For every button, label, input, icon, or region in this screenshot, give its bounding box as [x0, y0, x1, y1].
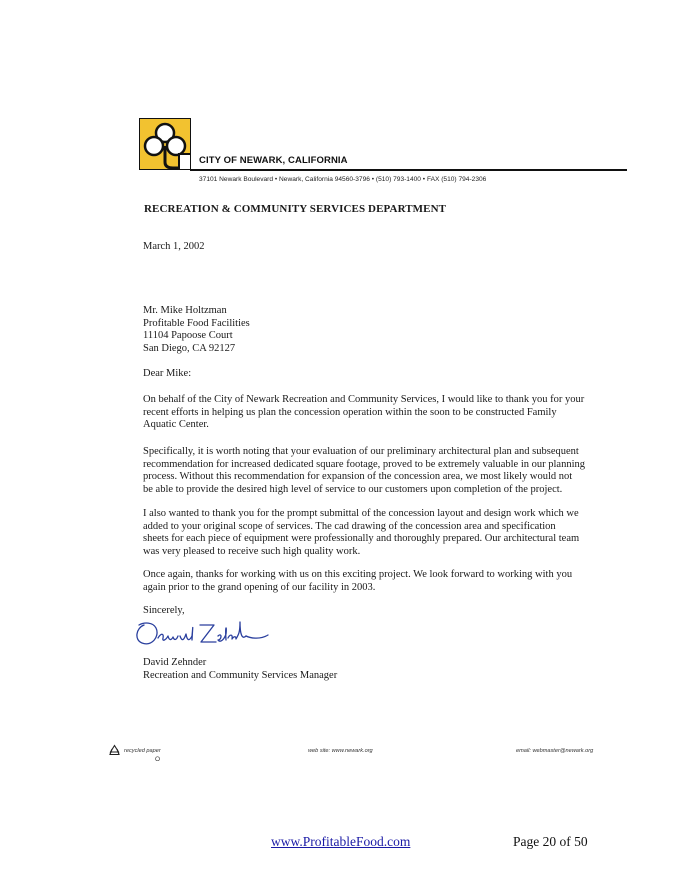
recycled-paper-note: recycled paper — [124, 748, 161, 754]
paragraph-line: recent efforts in helping us plan the concession operation within the soon to be constructed Family — [143, 406, 557, 418]
recipient-company: Profitable Food Facilities — [143, 317, 250, 329]
department-heading: RECREATION & COMMUNITY SERVICES DEPARTMENT — [144, 203, 447, 215]
paragraph-line: Aquatic Center. — [143, 419, 209, 431]
recycled-paper-mark: O — [155, 756, 161, 763]
paragraph-1 — [143, 394, 584, 432]
org-name: CITY OF NEWARK, CALIFORNIA — [199, 155, 348, 166]
paragraph-line: sheets for each piece of equipment were professionally and thoroughly prepared. Our architectural team — [143, 533, 580, 545]
signer-block — [143, 657, 337, 682]
paragraph-line: added to your original scope of services. The cad drawing of the concession area and specification — [143, 520, 556, 532]
paragraph-line: be able to provide the desired high level of service to our customers upon completion of the project. — [143, 483, 563, 495]
signer-title: Recreation and Community Services Manager — [143, 669, 338, 681]
letter-date: March 1, 2002 — [143, 241, 205, 252]
paragraph-line: process. Without this recommendation for expansion of the concession area, we most likely would not — [143, 471, 573, 483]
handwritten-signature-icon — [130, 616, 270, 650]
paragraph-line: again prior to the grand opening of our facility in 2003. — [143, 581, 376, 593]
recipient-city: San Diego, CA 92127 — [143, 342, 236, 354]
paragraph-line: recommendation for increased dedicated square footage, proved to be extremely valuable in our planning — [143, 458, 585, 470]
salutation: Dear Mike: — [143, 368, 192, 379]
closing: Sincerely, — [143, 605, 185, 616]
paragraph-line: was very pleased to receive such high quality work. — [143, 545, 361, 557]
page-number: Page 20 of 50 — [513, 834, 588, 849]
email-note: email: webmaster@newark.org — [516, 748, 594, 754]
profitablefood-link[interactable]: www.ProfitableFood.com — [271, 834, 411, 849]
recipient-address — [143, 305, 250, 355]
paragraph-2 — [143, 446, 585, 496]
paragraph-line: I also wanted to thank you for the prompt submittal of the concession layout and design work which we — [143, 508, 579, 519]
newark-club-logo-icon — [139, 118, 191, 170]
recycle-icon — [108, 744, 121, 757]
letterhead-rule — [190, 169, 627, 171]
paragraph-3 — [143, 508, 579, 558]
signer-name: David Zehnder — [143, 657, 207, 668]
paragraph-line: Once again, thanks for working with us on this exciting project. We look forward to working with you — [143, 569, 573, 580]
paragraph-line: On behalf of the City of Newark Recreation and Community Services, I would like to thank you for your — [143, 394, 585, 405]
paragraph-4 — [143, 569, 572, 594]
recipient-name: Mr. Mike Holtzman — [143, 305, 227, 316]
recipient-street: 11104 Papoose Court — [143, 330, 233, 342]
website-note: web site: www.newark.org — [308, 748, 373, 754]
org-address: 37101 Newark Boulevard • Newark, California 94560-3796 • (510) 793-1400 • FAX (510) 794-2306 — [199, 176, 487, 183]
paragraph-line: Specifically, it is worth noting that your evaluation of our preliminary architectural plan and subsequent — [143, 446, 579, 457]
